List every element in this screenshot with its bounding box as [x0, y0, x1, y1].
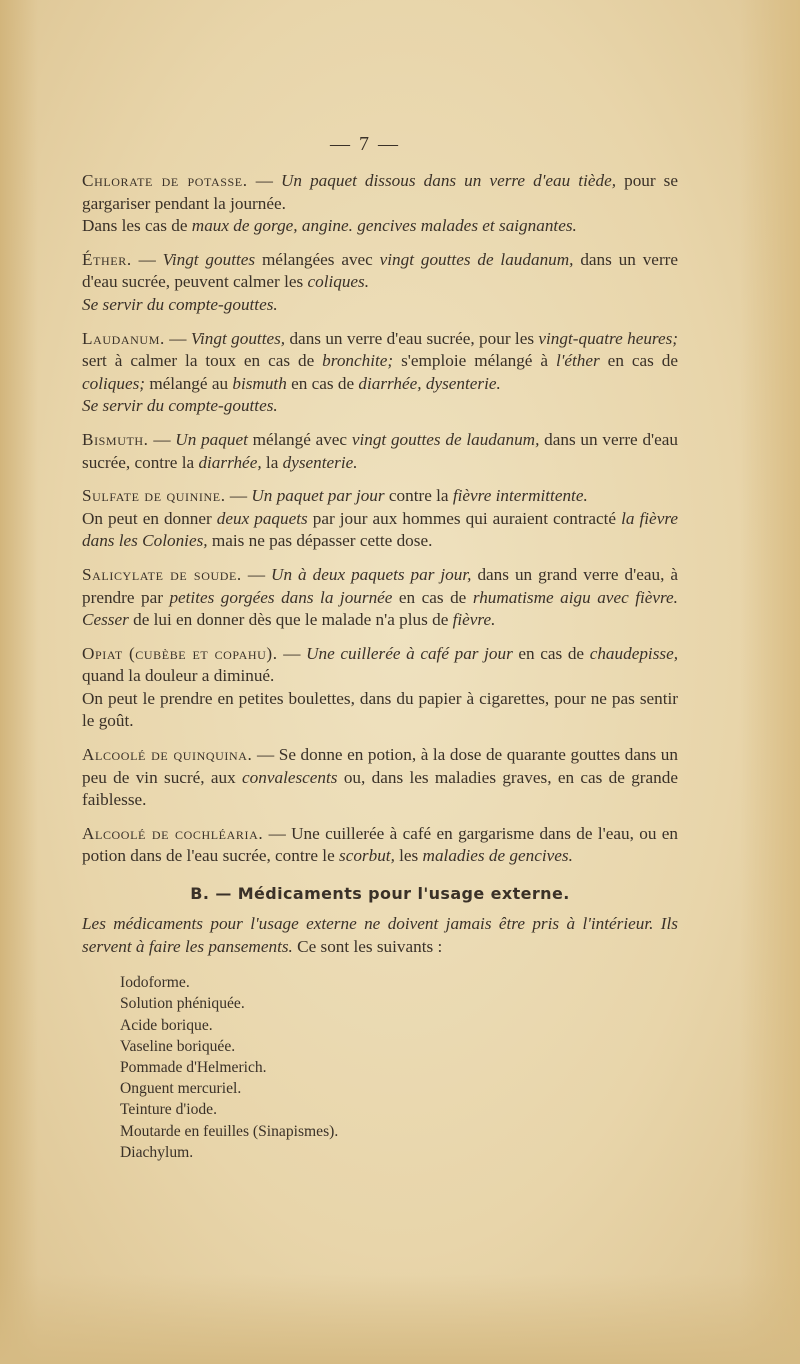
text-run: contre la: [384, 486, 453, 506]
italic-text: Un paquet: [175, 429, 248, 449]
list-item: Pommade d'Helmerich.: [120, 1059, 267, 1077]
medication-entry: [82, 170, 678, 238]
list-item: Teinture d'iode.: [120, 1101, 217, 1119]
italic-text: vingt-quatre heures;: [538, 328, 679, 348]
entries-list: [82, 170, 678, 868]
medication-name: Chlorate de potasse.: [82, 171, 248, 190]
text-run: Dans les cas de: [82, 216, 192, 236]
entry-paragraph: [82, 508, 678, 553]
italic-text: Un paquet par jour: [251, 486, 385, 506]
italic-text: la fièvre dans les Colonies,: [82, 508, 678, 551]
text-run: mélangées avec: [255, 249, 380, 269]
entry-first-paragraph: [82, 429, 678, 474]
italic-text: rhumatisme aigu avec fièvre. Cesser: [82, 587, 678, 630]
italic-text: coliques.: [307, 272, 370, 292]
section-heading: B. — Médicaments pour l'usage externe.: [190, 884, 570, 904]
text-run: en cas de: [599, 351, 678, 371]
list-item: Vaseline boriquée.: [120, 1037, 236, 1055]
entry-first-paragraph: [82, 485, 678, 508]
list-item: Onguent mercuriel.: [120, 1080, 242, 1098]
text-run: —: [131, 249, 163, 269]
entry-first-paragraph: [82, 249, 678, 294]
list-item: Diachylum.: [120, 1143, 194, 1161]
italic-text: Vingt gouttes: [162, 249, 256, 269]
text-run: mais ne pas dépasser cette dose.: [207, 531, 433, 551]
italic-text: vingt gouttes de laudanum,: [379, 249, 574, 269]
medication-name: Opiat (cubèbe et copahu).: [82, 643, 278, 663]
entry-first-paragraph: [82, 564, 678, 632]
italic-text: vingt gouttes de laudanum,: [351, 429, 540, 449]
text-run: —: [164, 328, 191, 348]
page-content: [82, 170, 678, 1163]
text-run: mélangé avec: [247, 429, 352, 449]
medication-entry: [82, 564, 678, 632]
paper-edge-bottom: [0, 1274, 800, 1364]
list-item: Acide borique.: [120, 1016, 213, 1034]
medication-name: Sulfate de quinine.: [82, 486, 226, 506]
medication-entry: [82, 249, 678, 317]
page-number: — 7 —: [330, 133, 400, 155]
entry-paragraph: [82, 688, 678, 733]
italic-text: coliques;: [82, 373, 146, 393]
text-run: quand la douleur a diminué.: [82, 666, 275, 686]
medication-entry: [82, 643, 678, 733]
text-run: en cas de: [392, 587, 473, 607]
text-run: On peut le prendre en petites boulettes, dans du papier à cigarettes, pour ne pas sentir le goût.: [82, 688, 678, 731]
italic-text: Se servir du compte-gouttes.: [82, 294, 278, 314]
italic-text: convalescents: [242, 767, 338, 787]
text-run: dans un verre d'eau sucrée, peuvent calmer les: [82, 249, 679, 292]
medication-name: Salicylate de soude.: [82, 564, 242, 584]
text-run: —: [148, 429, 176, 449]
list-item: Iodoforme.: [120, 974, 190, 992]
italic-text: Un paquet dissous dans un verre d'eau tiède,: [280, 171, 617, 190]
text-run: s'emploie mélangé à: [393, 351, 556, 371]
entry-first-paragraph: [82, 170, 678, 215]
text-run: dans un verre d'eau sucrée, pour les: [285, 328, 539, 348]
text-run: ou, dans les maladies graves, en cas de grande faiblesse.: [82, 767, 678, 810]
list-item: Solution phéniquée.: [120, 995, 245, 1013]
text-run: en cas de: [512, 643, 590, 663]
text-run: On peut en donner: [82, 508, 217, 528]
paper-edge-left: [0, 0, 38, 1364]
text-run: la: [261, 452, 283, 472]
entry-paragraph: [82, 215, 678, 238]
medication-name: Alcoolé de cochléaria.: [82, 823, 264, 843]
italic-text: fièvre intermittente.: [452, 486, 588, 506]
paper-edge-right: [740, 0, 800, 1364]
medication-entry: [82, 485, 678, 553]
medication-name: Alcoolé de quinquina.: [82, 745, 253, 765]
italic-text: maux de gorge, angine. gencives malades et saignantes.: [191, 216, 577, 236]
entry-paragraph: [82, 395, 678, 418]
italic-text: bronchite;: [322, 351, 394, 371]
italic-text: bismuth: [232, 373, 287, 393]
text-run: sert à calmer la toux en cas de: [82, 351, 323, 371]
italic-text: Les médicaments pour l'usage externe ne doivent jamais être pris à l'intérieur. Ils servent à faire les pansements.: [82, 914, 678, 956]
medication-name: Bismuth.: [82, 429, 149, 449]
italic-text: maladies de gencives.: [422, 846, 573, 866]
italic-text: petites gorgées dans la journée: [169, 587, 393, 607]
medication-entry: [82, 823, 678, 868]
text-run: — Se donne en potion, à la dose de quarante gouttes dans un peu de vin sucré, aux: [82, 745, 678, 787]
entry-first-paragraph: [82, 328, 678, 396]
text-run: —: [241, 564, 272, 584]
text-run: Ce sont les suivants :: [292, 936, 443, 956]
italic-text: Se servir du compte-gouttes.: [82, 396, 278, 416]
italic-text: diarrhée,: [198, 452, 262, 472]
text-run: —: [277, 643, 307, 663]
text-run: les: [394, 846, 423, 866]
italic-text: Une cuillerée à café par jour: [306, 643, 513, 663]
medication-entry: [82, 328, 678, 418]
text-run: par jour aux hommes qui auraient contracté: [307, 508, 622, 528]
entry-paragraph: [82, 294, 678, 317]
medication-entry: [82, 744, 678, 812]
text-run: — Une cuillerée à café en gargarisme dans de l'eau, ou en potion dans de l'eau sucrée, contre le: [82, 823, 678, 866]
text-run: mélangé au: [145, 373, 233, 393]
entry-first-paragraph: [82, 823, 678, 868]
entry-first-paragraph: [82, 643, 678, 688]
text-run: pour se gargariser pendant la journée.: [82, 171, 678, 213]
italic-text: dysenterie.: [282, 452, 358, 472]
italic-text: chaudepisse,: [589, 643, 678, 663]
medication-name: Laudanum.: [82, 328, 165, 348]
list-item: Moutarde en feuilles (Sinapismes).: [120, 1122, 339, 1140]
entry-first-paragraph: [82, 744, 678, 812]
italic-text: Vingt gouttes,: [190, 328, 286, 348]
italic-text: l'éther: [555, 351, 600, 371]
external-medications-list: [120, 972, 678, 1163]
section-intro: [82, 913, 678, 958]
medication-entry: [82, 429, 678, 474]
italic-text: diarrhée, dysenterie.: [358, 373, 501, 393]
text-run: de lui en donner dès que le malade n'a plus de: [128, 610, 453, 630]
italic-text: scorbut,: [339, 846, 395, 866]
italic-text: Un à deux paquets par jour,: [271, 564, 472, 584]
text-run: en cas de: [286, 373, 359, 393]
medication-name: Éther.: [82, 249, 132, 269]
italic-text: deux paquets: [216, 508, 308, 528]
text-run: —: [225, 486, 252, 506]
italic-text: fièvre.: [452, 610, 496, 630]
text-run: —: [247, 171, 281, 190]
text-run: dans un verre d'eau sucrée, contre la: [82, 429, 678, 472]
text-run: dans un grand verre d'eau, à prendre par: [82, 564, 679, 607]
